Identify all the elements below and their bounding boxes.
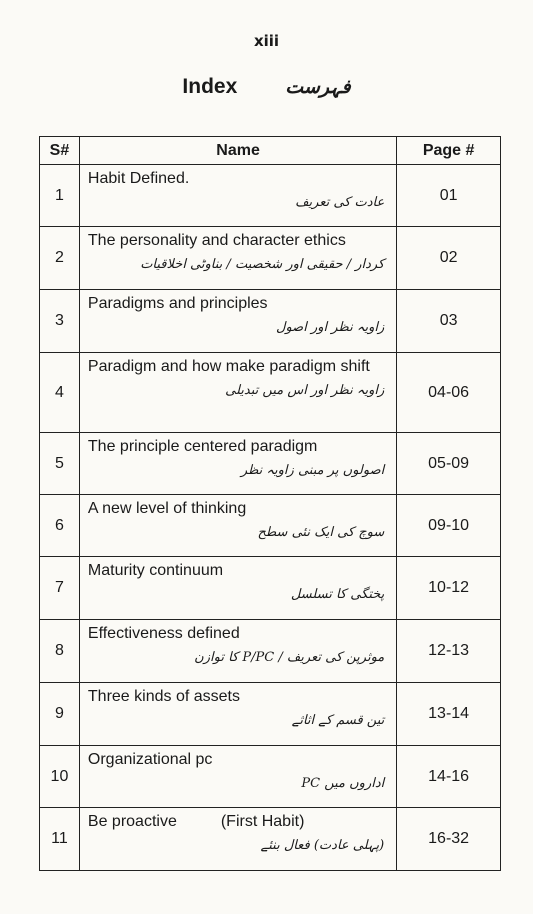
row-name-english: [88, 624, 388, 644]
row-name-text: A new level of thinking: [87, 500, 247, 517]
page-number: xiii: [253, 32, 280, 50]
table-row: [40, 433, 501, 495]
row-name-english: [88, 294, 388, 314]
row-name-english: [88, 357, 388, 377]
header-page: Page #: [397, 137, 501, 165]
row-name-cell: [79, 746, 396, 808]
row-name-english: [88, 169, 388, 189]
row-name-cell: [79, 433, 396, 495]
row-page: 14-16: [397, 746, 501, 808]
row-serial: 3: [40, 290, 80, 353]
row-name-text: Maturity continuum: [87, 562, 224, 579]
row-page: 02: [397, 227, 501, 290]
table-row: [40, 683, 501, 746]
row-name-cell: [79, 353, 396, 433]
row-name-text: Paradigms and principles: [87, 295, 268, 312]
row-page: 13-14: [397, 683, 501, 746]
row-page: 04-06: [397, 353, 501, 433]
row-name-urdu: اصولوں پر مبنی زاویہ نظر: [240, 463, 385, 478]
heading-english: Index: [182, 75, 238, 98]
row-page: 05-09: [397, 433, 501, 495]
row-name-urdu: تین قسم کے اثاثے: [291, 713, 385, 728]
table-row: [40, 557, 501, 620]
table-row: [40, 290, 501, 353]
row-name-cell: [79, 290, 396, 353]
row-name-urdu: عادت کی تعریف: [295, 195, 385, 210]
row-page: 03: [397, 290, 501, 353]
row-serial: 4: [40, 353, 80, 433]
row-serial: 6: [40, 495, 80, 557]
row-page: 01: [397, 165, 501, 227]
row-page: 09-10: [397, 495, 501, 557]
row-name-urdu: زاویہ نظر اور اس میں تبدیلی: [225, 383, 385, 398]
table-header-row: [40, 137, 501, 165]
row-name-text: Effectiveness defined: [87, 625, 240, 642]
table-row: [40, 746, 501, 808]
row-name-cell: [79, 620, 396, 683]
row-name-urdu: کردار / حقیقی اور شخصیت / بناوٹی اخلاقیات: [140, 257, 385, 272]
row-serial: 7: [40, 557, 80, 620]
row-serial: 2: [40, 227, 80, 290]
table-row: [40, 165, 501, 227]
row-name-cell: [79, 557, 396, 620]
table-row: [40, 353, 501, 433]
header-name: Name: [79, 137, 396, 165]
index-heading: [0, 75, 533, 99]
row-name-urdu: سوچ کی ایک نئی سطح: [257, 525, 385, 540]
row-page: 12-13: [397, 620, 501, 683]
header-serial: S#: [40, 137, 80, 165]
row-name-urdu: پختگی کا تسلسل: [290, 587, 385, 602]
row-name-urdu: (پہلی عادت) فعال بنئے: [260, 838, 385, 853]
row-name-urdu: موثرپن کی تعریف / P/PC کا توازن: [194, 650, 385, 665]
heading-urdu: فہرست: [285, 76, 351, 98]
index-table: [39, 136, 501, 871]
row-name-english: [88, 750, 388, 770]
row-serial: 1: [40, 165, 80, 227]
row-name-text: Organizational pc: [87, 751, 213, 768]
row-name-english: [88, 561, 388, 581]
table-row: [40, 808, 501, 871]
table-row: [40, 227, 501, 290]
table-row: [40, 620, 501, 683]
row-name-english: [88, 231, 388, 251]
row-name-urdu: اداروں میں PC: [301, 776, 385, 791]
row-page: 10-12: [397, 557, 501, 620]
row-serial: 9: [40, 683, 80, 746]
row-serial: 8: [40, 620, 80, 683]
row-name-english: [88, 812, 388, 832]
row-page: 16-32: [397, 808, 501, 871]
row-name-extra: (First Habit): [220, 813, 305, 830]
row-name-cell: [79, 808, 396, 871]
row-name-cell: [79, 227, 396, 290]
row-name-cell: [79, 683, 396, 746]
row-serial: 5: [40, 433, 80, 495]
row-name-text: Paradigm and how make paradigm shift: [87, 358, 370, 375]
table-row: [40, 495, 501, 557]
row-name-english: [88, 499, 388, 519]
row-name-text: The principle centered paradigm: [87, 438, 318, 455]
row-name-text: Habit Defined.: [87, 170, 190, 187]
row-name-english: [88, 437, 388, 457]
row-name-urdu: زاویہ نظر اور اصول: [276, 320, 385, 335]
row-name-cell: [79, 495, 396, 557]
row-name-text: Be proactive: [87, 813, 177, 830]
row-serial: 11: [40, 808, 80, 871]
row-name-text: Three kinds of assets: [87, 688, 240, 705]
row-serial: 10: [40, 746, 80, 808]
row-name-cell: [79, 165, 396, 227]
row-name-text: The personality and character ethics: [87, 232, 346, 249]
row-name-english: [88, 687, 388, 707]
